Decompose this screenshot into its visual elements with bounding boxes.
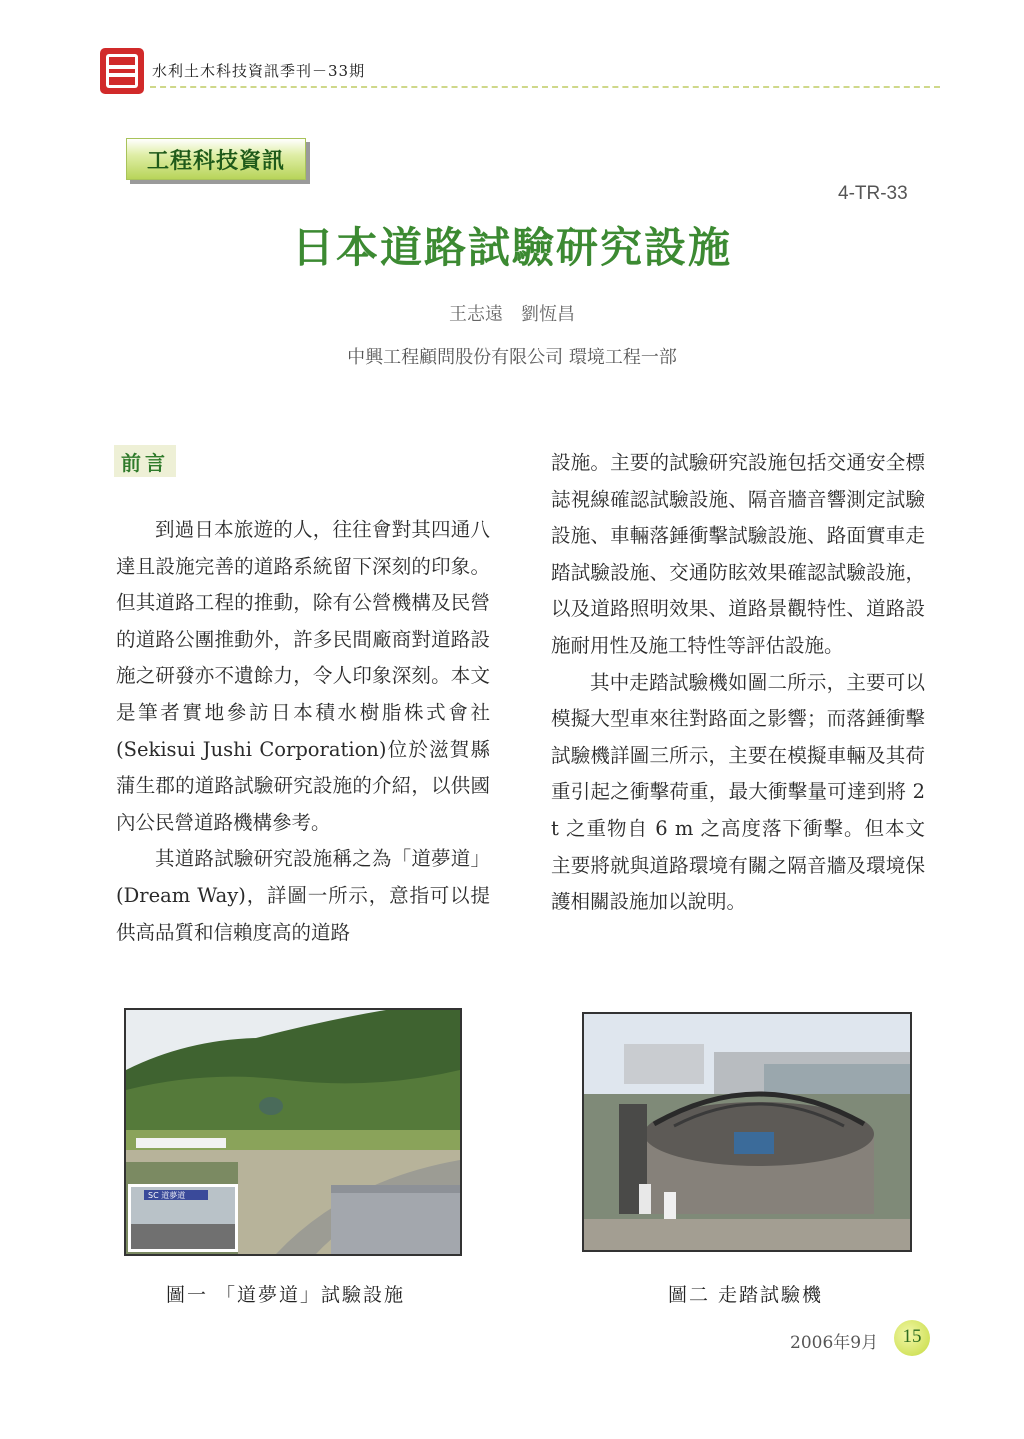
body-column-right [551, 445, 925, 921]
figure-1-caption: 圖一 「道夢道」試驗設施 [166, 1284, 406, 1306]
journal-title: 水利土木科技資訊季刊－33期 [152, 62, 366, 80]
section-tag: 工程科技資訊 [126, 138, 306, 180]
article-authors: 王志遠 劉恆昌 [449, 304, 575, 325]
entrance-sign-text: SC 道夢道 [148, 1191, 186, 1200]
page-number: 15 [902, 1326, 922, 1347]
issue-date: 2006年9月 [790, 1333, 879, 1353]
paragraph: 其中走踏試驗機如圖二所示，主要可以模擬大型車來往對路面之影響；而落錘衝擊試驗機詳圖三所示，主要在模擬車輛及其荷重引起之衝擊荷重，最大衝擊量可達到將 2 t 之重物自 6 m 之高度落下衝擊。但本文主要將就與道路環境有關之隔音牆及環境保護相關設施加以說明。 [551, 670, 925, 914]
header-divider [150, 86, 940, 88]
paragraph: 到過日本旅遊的人，往往會對其四通八達且設施完善的道路系統留下深刻的印象。但其道路工程的推動，除有公營機構及民營的道路公團推動外，許多民間廠商對道路設施之研發亦不遺餘力，令人印象深刻。本文是筆者實地參訪日本積水樹脂株式會社(Sekisui Jushi Corporation)位於滋賀縣蒲生郡的道路試驗研究設施的介紹，以供國內公民營道路機構參考。 [116, 518, 490, 834]
body-column-left [116, 512, 490, 951]
dream-way-site-image [126, 1010, 460, 1254]
figure-2-photo [582, 1012, 912, 1252]
section-heading: 前言 [114, 445, 176, 477]
tread-testing-machine-image [584, 1014, 910, 1250]
paragraph: 設施。主要的試驗研究設施包括交通安全標誌視線確認試驗設施、隔音牆音響測定試驗設施、車輛落錘衝擊試驗設施、路面實車走踏試驗設施、交通防眩效果確認試驗設施，以及道路照明效果、道路景觀特性、道路設施耐用性及施工特性等評估設施。 [551, 451, 925, 657]
figure-2-caption: 圖二 走踏試驗機 [668, 1284, 824, 1306]
journal-logo-icon [100, 48, 144, 94]
article-code: 4-TR-33 [838, 183, 908, 204]
article-affiliation: 中興工程顧問股份有限公司 環境工程一部 [347, 347, 677, 368]
article-title: 日本道路試驗研究設施 [291, 223, 732, 272]
paragraph: 其道路試驗研究設施稱之為「道夢道」(Dream Way)，詳圖一所示，意指可以提供高品質和信賴度高的道路 [116, 847, 490, 944]
figure-1-photo [124, 1008, 462, 1256]
